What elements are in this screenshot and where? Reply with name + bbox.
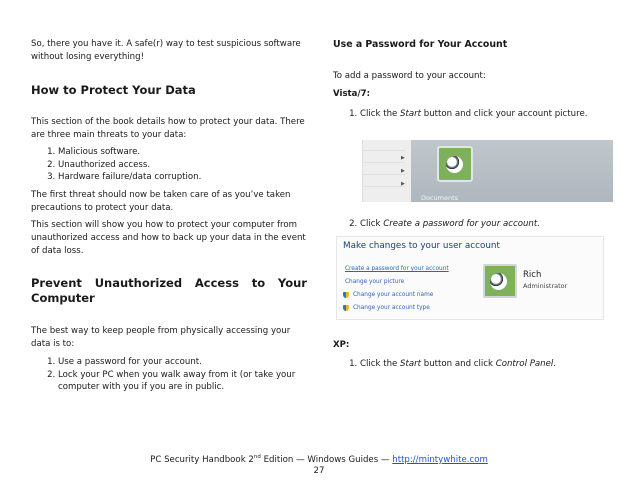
xp-label: XP:: [333, 340, 350, 350]
user-avatar: [483, 264, 517, 298]
change-account-type-link[interactable]: Change your account type: [353, 305, 430, 311]
list-item: 1. Malicious software.: [58, 146, 334, 159]
list-item: [360, 358, 630, 371]
heading-word: to: [251, 276, 266, 290]
step-text: Click the: [360, 109, 401, 119]
add-password-intro: To add a password to your account:: [333, 71, 486, 81]
account-picture-avatar[interactable]: [437, 146, 473, 182]
heading-word: Unauthorized: [94, 276, 183, 290]
step-text: button and click: [421, 359, 496, 369]
heading-prevent-unauthorized: [31, 276, 307, 306]
heading-word: Prevent: [31, 276, 82, 290]
xp-step-1: [333, 358, 630, 371]
menu-arrow-icon: ▶: [401, 168, 405, 174]
menu-arrow-icon: ▶: [401, 181, 405, 187]
user-role: Administrator: [523, 282, 568, 290]
change-account-name-link[interactable]: Change your account name: [353, 292, 434, 298]
list-item: [360, 108, 630, 121]
step-text: .: [553, 359, 556, 369]
list-item: 3. Hardware failure/data corruption.: [58, 171, 334, 184]
section-overview-paragraph: This section will show you how to protect your computer from unauthorized access and how to back up your data in the event of data loss.: [31, 220, 306, 256]
first-threat-paragraph: The first threat should now be taken care of as you’ve taken precautions to protect your data.: [31, 190, 291, 213]
threats-intro: This section of the book details how to protect your data. There are three main threats to your data:: [31, 117, 305, 140]
step-emphasis: Create a password for your account.: [383, 219, 540, 229]
step-text: button and click your account picture.: [421, 109, 588, 119]
step-text: Click the: [360, 359, 401, 369]
documents-menu-item[interactable]: Documents: [421, 194, 459, 202]
page-number: 27: [313, 466, 325, 476]
list-item: 2. Unauthorized access.: [58, 159, 334, 172]
heading-word: Access: [194, 276, 239, 290]
list-item: [360, 218, 630, 231]
steps-list: [31, 356, 334, 394]
vista-label: Vista/7:: [333, 89, 371, 99]
vista-step-1: [333, 108, 630, 121]
user-account-title: Make changes to your user account: [343, 241, 500, 251]
heading-protect-data: How to Protect Your Data: [31, 83, 196, 97]
change-picture-link[interactable]: Change your picture: [345, 279, 405, 285]
heading-word: Computer: [31, 291, 95, 305]
list-item: 2. Lock your PC when you walk away from it (or take your computer with you if you are in public.: [58, 369, 334, 394]
step-text: Click: [360, 219, 384, 229]
website-link[interactable]: http://mintywhite.com: [392, 454, 488, 465]
user-account-screenshot: [336, 236, 604, 320]
create-password-link[interactable]: Create a password for your account: [345, 266, 449, 272]
heading-word: Your: [277, 276, 307, 290]
page-footer: [0, 454, 638, 465]
step-emphasis: Control Panel: [495, 359, 554, 369]
footer-text: Edition — Windows Guides —: [260, 454, 393, 465]
heading-use-password: Use a Password for Your Account: [333, 39, 508, 50]
list-item: 1. Use a password for your account.: [58, 356, 334, 369]
physical-access-paragraph: The best way to keep people from physically accessing your data is to:: [31, 326, 291, 349]
user-name: Rich: [523, 270, 542, 280]
intro-paragraph: So, there you have it. A safe(r) way to test suspicious software without losing everything!: [31, 39, 301, 62]
threats-list: [31, 146, 334, 184]
vista-step-2: [333, 218, 630, 231]
start-menu-screenshot: [362, 140, 613, 202]
footer-superscript: nd: [253, 454, 261, 460]
step-emphasis: Start: [400, 359, 422, 369]
step-emphasis: Start: [400, 109, 422, 119]
footer-text: PC Security Handbook 2: [150, 454, 254, 465]
menu-arrow-icon: ▶: [401, 155, 405, 161]
